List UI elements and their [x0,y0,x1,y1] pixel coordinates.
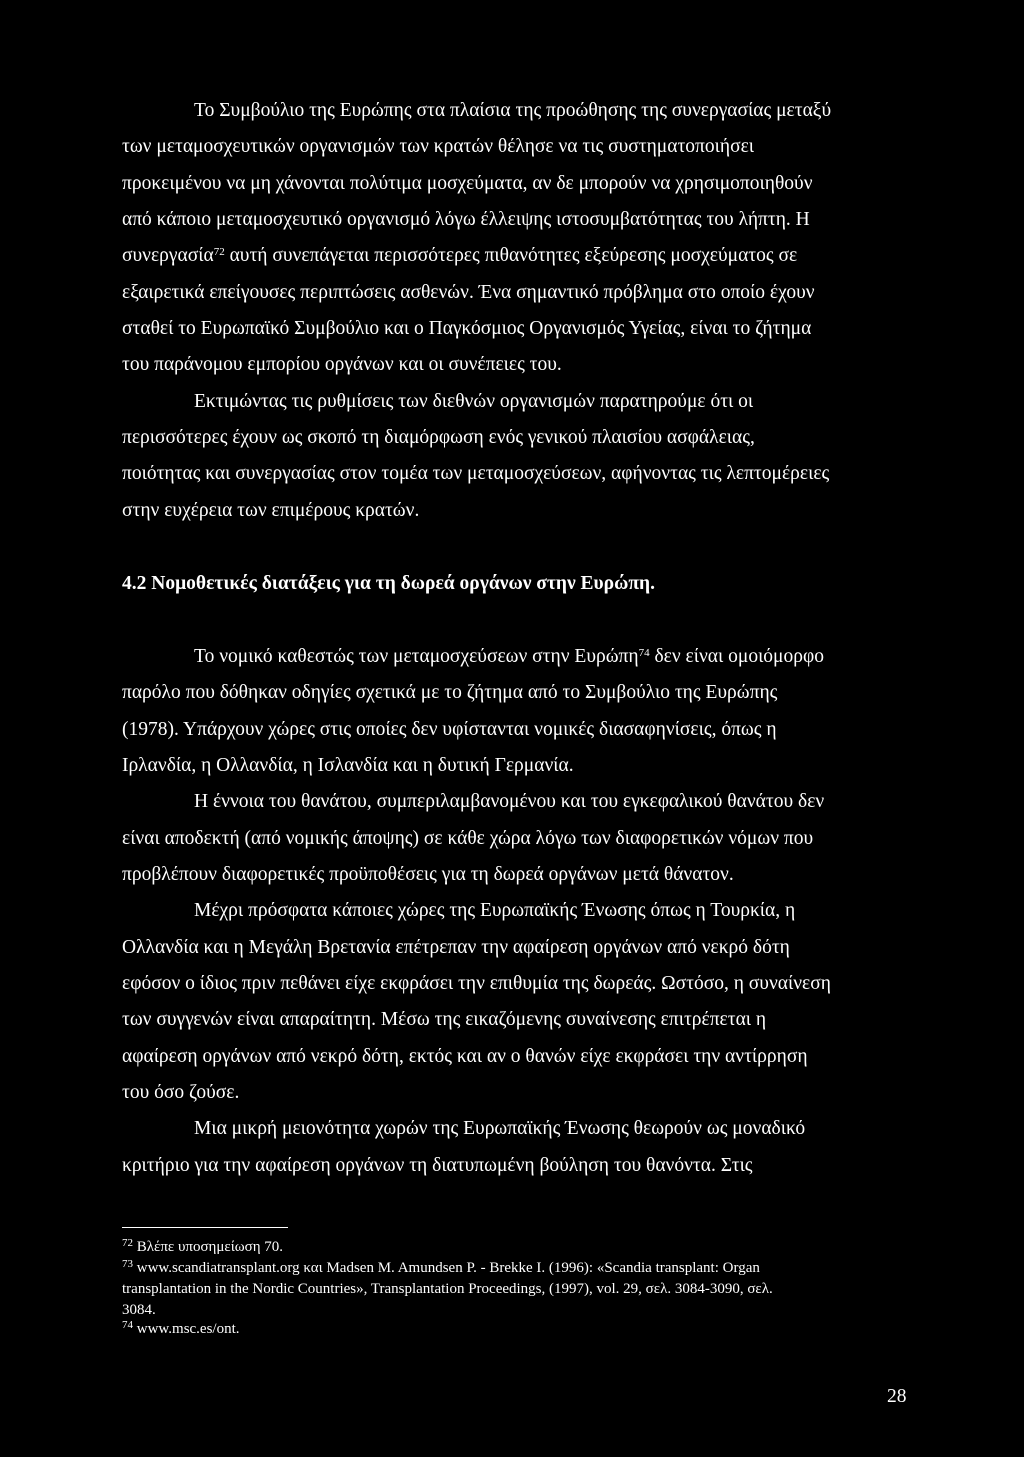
p1-line: σταθεί το Ευρωπαϊκό Συμβούλιο και ο Παγκόσμιος Οργανισμός Υγείας, είναι το ζήτημα [122,318,812,339]
page-number: 28 [887,1386,907,1407]
footnote [122,1320,240,1338]
p5-line: Ολλανδία και η Μεγάλη Βρετανία επέτρεπαν την αφαίρεση οργάνων από νεκρό δότη [122,937,790,958]
footnote-number: 73 [122,1258,133,1270]
footnote [122,1259,760,1277]
p2-line: στην ευχέρεια των επιμέρους κρατών. [122,500,420,521]
footnote-divider [122,1227,288,1228]
footnote-text: www.msc.es/ont. [133,1321,240,1337]
p4-line: είναι αποδεκτή (από νομικής άποψης) σε κάθε χώρα λόγω των διαφορετικών νόμων που [122,828,814,849]
p1-line: από κάποιο μεταμοσχευτικό οργανισμό λόγω έλλειψης ιστοσυμβατότητας του λήπτη. Η [122,209,810,230]
footnote-ref: 74 [638,647,650,659]
p1-line: προκειμένου να μη χάνονται πολύτιμα μοσχεύματα, αν δε μπορούν να χρησιμοποιηθούν [122,173,813,194]
footnote-continuation: transplantation in the Nordic Countries», Transplantation Proceedings, (1997), vol. 29, σελ. 3084-3090, σελ. [122,1281,773,1297]
p1-line: εξαιρετικά επείγουσες περιπτώσεις ασθενών. Ένα σημαντικό πρόβλημα στο οποίο έχουν [122,282,815,303]
p2-line: Εκτιμώντας τις ρυθμίσεις των διεθνών οργανισμών παρατηρούμε ότι οι [194,391,754,412]
footnote-number: 74 [122,1319,133,1331]
p2-line: ποιότητας και συνεργασίας στον τομέα των μεταμοσχεύσεων, αφήνοντας τις λεπτομέρειες [122,463,830,484]
p3-line-a: Το νομικό καθεστώς των μεταμοσχεύσεων στην Ευρώπη [194,646,639,667]
p5-line: αφαίρεση οργάνων από νεκρό δότη, εκτός και αν ο θανών είχε εκφράσει την αντίρρηση [122,1046,808,1067]
footnote [122,1238,283,1256]
p6-line: κριτήριο για την αφαίρεση οργάνων τη διατυπωμένη βούληση του θανόντα. Στις [122,1155,753,1176]
footnote-number: 72 [122,1237,133,1249]
p3-line: παρόλο που δόθηκαν οδηγίες σχετικά με το ζήτημα από το Συμβούλιο της Ευρώπης [122,682,778,703]
footnote-text: www.scandiatransplant.org και Madsen M. Amundsen P. - Brekke I. (1996): «Scandia transplant: Organ [133,1260,760,1276]
footnote-ref: 72 [213,246,225,258]
footnote-text: Βλέπε υποσημείωση 70. [133,1239,284,1255]
p2-line: περισσότερες έχουν ως σκοπό τη διαμόρφωση ενός γενικού πλαισίου ασφάλειας, [122,427,755,448]
p1-line-rest: αυτή συνεπάγεται περισσότερες πιθανότητες εξεύρεσης μοσχεύματος σε [229,245,798,266]
p4-line: Η έννοια του θανάτου, συμπεριλαμβανομένου και του εγκεφαλικού θανάτου δεν [194,791,825,812]
p5-line: Μέχρι πρόσφατα κάποιες χώρες της Ευρωπαϊκής Ένωσης όπως η Τουρκία, η [194,900,796,921]
p1-line-prefix: συνεργασία [122,245,214,266]
p3-line: Ιρλανδία, η Ολλανδία, η Ισλανδία και η δυτική Γερμανία. [122,755,574,776]
p4-line: προβλέπουν διαφορετικές προϋποθέσεις για τη δωρεά οργάνων μετά θάνατον. [122,864,734,885]
p5-line: του όσο ζούσε. [122,1082,240,1103]
p3-line-b: δεν είναι ομοιόμορφο [649,646,825,667]
p3-line [194,645,824,669]
footnote-continuation: 3084. [122,1302,156,1318]
section-heading: 4.2 Νομοθετικές διατάξεις για τη δωρεά οργάνων στην Ευρώπη. [122,573,655,594]
p1-line [122,244,797,268]
p3-line: (1978). Υπάρχουν χώρες στις οποίες δεν υφίστανται νομικές διασαφηνίσεις, όπως η [122,719,777,740]
p1-line: του παράνομου εμπορίου οργάνων και οι συνέπειες του. [122,354,562,375]
p5-line: εφόσον ο ίδιος πριν πεθάνει είχε εκφράσει την επιθυμία της δωρεάς. Ωστόσο, η συναίνεση [122,973,831,994]
p5-line: των συγγενών είναι απαραίτητη. Μέσω της εικαζόμενης συναίνεσης επιτρέπεται η [122,1009,767,1030]
p1-line: Το Συμβούλιο της Ευρώπης στα πλαίσια της προώθησης της συνεργασίας μεταξύ [194,100,832,121]
p1-line: των μεταμοσχευτικών οργανισμών των κρατών θέλησε να τις συστηματοποιήσει [122,136,755,157]
p6-line: Μια μικρή μειονότητα χωρών της Ευρωπαϊκής Ένωσης θεωρούν ως μοναδικό [194,1118,806,1139]
